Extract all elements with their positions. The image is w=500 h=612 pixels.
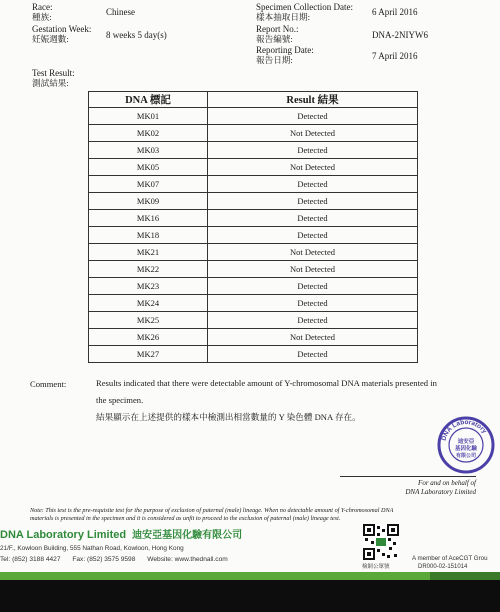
- result-cell: Detected: [208, 312, 418, 329]
- dna-marker-table: [88, 91, 418, 363]
- table-header-row: [89, 92, 418, 108]
- result-cell: Not Detected: [208, 159, 418, 176]
- disclaimer-note: Note: This test is the pre-requisite test for the purpose of exclusion of paternal (male) lineage. When no detectable amount of Y-chromosomal DNA materials is presented in the specimen and it is considered as unfit to proceed to the exclusion of paternal (male) lineage test.: [30, 507, 394, 522]
- member-text: A member of AceCGT Grou: [412, 555, 488, 562]
- marker-cell: MK25: [89, 312, 208, 329]
- company-stamp: [437, 416, 495, 474]
- result-cell: Detected: [208, 142, 418, 159]
- marker-cell: MK26: [89, 329, 208, 346]
- table-row: [89, 278, 418, 295]
- fax-text: Fax: (852) 3575 9598: [72, 556, 136, 563]
- table-row: [89, 210, 418, 227]
- company-name-zh: 迪安亞基因化驗有限公司: [132, 530, 243, 541]
- svg-text:迪安亞: 迪安亞: [457, 439, 475, 445]
- svg-text:DNA Laboratory: DNA Laboratory: [440, 418, 488, 442]
- comment-text: [96, 375, 481, 426]
- tel-text: Tel: (852) 3188 4427: [0, 556, 61, 563]
- test-result-label: Test Result: 測試結果:: [32, 68, 75, 88]
- result-cell: Detected: [208, 278, 418, 295]
- marker-cell: MK09: [89, 193, 208, 210]
- comment-zh: 結果顯示在上述提供的樣本中檢測出相當數量的 Y 染色體 DNA 存在。: [96, 412, 361, 422]
- table-row: [89, 142, 418, 159]
- table-row: [89, 159, 418, 176]
- result-cell: Not Detected: [208, 261, 418, 278]
- marker-cell: MK22: [89, 261, 208, 278]
- specimen-date-value: 6 April 2016: [372, 7, 418, 17]
- marker-cell: MK01: [89, 108, 208, 125]
- marker-cell: MK03: [89, 142, 208, 159]
- table-row: [89, 176, 418, 193]
- table-row: [89, 329, 418, 346]
- reporting-date-label: Reporting Date: 報告日期:: [256, 45, 314, 65]
- comment-en-line1: Results indicated that there were detectable amount of Y-chromosomal DNA materials presented in: [96, 378, 437, 388]
- report-no-label: Report No.: 報告編號:: [256, 24, 299, 44]
- result-cell: Detected: [208, 176, 418, 193]
- comment-label: Comment:: [30, 379, 67, 389]
- table-row: [89, 244, 418, 261]
- gestation-label: Gestation Week: 妊娠週數:: [32, 24, 92, 44]
- signature-block: For and on behalf of DNA Laboratory Limited: [405, 479, 476, 496]
- bottom-dark-area: [0, 580, 500, 612]
- result-cell: Detected: [208, 227, 418, 244]
- result-cell: Not Detected: [208, 125, 418, 142]
- company-name-en: DNA Laboratory Limited: [0, 529, 127, 541]
- svg-text:基因化驗: 基因化驗: [454, 446, 478, 452]
- doc-code: DR000-02-151014: [418, 564, 468, 570]
- company-address: 21/F., Kowloon Building, 555 Nathan Road, Kowloon, Hong Kong: [0, 545, 184, 552]
- report-no-value: DNA-2NIYW6: [372, 30, 428, 40]
- qr-label: 檢網公眾號: [362, 564, 390, 570]
- table-row: [89, 295, 418, 312]
- marker-cell: MK21: [89, 244, 208, 261]
- result-cell: Detected: [208, 210, 418, 227]
- marker-cell: MK27: [89, 346, 208, 363]
- dna-marker-header: DNA 標記: [89, 92, 208, 108]
- marker-cell: MK07: [89, 176, 208, 193]
- comment-en-line2: the specimen.: [96, 395, 144, 405]
- result-cell: Not Detected: [208, 329, 418, 346]
- marker-cell: MK23: [89, 278, 208, 295]
- race-value: Chinese: [106, 7, 135, 17]
- marker-cell: MK16: [89, 210, 208, 227]
- table-row: [89, 108, 418, 125]
- marker-cell: MK24: [89, 295, 208, 312]
- result-cell: Detected: [208, 108, 418, 125]
- table-row: [89, 261, 418, 278]
- website-text: Website: www.thednall.com: [147, 556, 228, 563]
- company-contact: [0, 556, 228, 563]
- company-name: [0, 526, 242, 541]
- marker-cell: MK18: [89, 227, 208, 244]
- result-cell: Detected: [208, 193, 418, 210]
- reporting-date-value: 7 April 2016: [372, 51, 418, 61]
- signature-line: [340, 476, 476, 477]
- table-row: [89, 227, 418, 244]
- table-row: [89, 346, 418, 363]
- gestation-value: 8 weeks 5 day(s): [106, 30, 167, 40]
- result-header: Result 結果: [208, 92, 418, 108]
- svg-text:有限公司: 有限公司: [455, 453, 477, 459]
- specimen-date-label: Specimen Collection Date: 樣本抽取日期:: [256, 2, 353, 22]
- table-row: [89, 125, 418, 142]
- marker-cell: MK02: [89, 125, 208, 142]
- table-row: [89, 312, 418, 329]
- qr-code-icon: [363, 524, 399, 560]
- footer-green-bar: [0, 572, 500, 580]
- result-cell: Detected: [208, 346, 418, 363]
- result-cell: Not Detected: [208, 244, 418, 261]
- race-label: Race: 種族:: [32, 2, 53, 22]
- result-cell: Detected: [208, 295, 418, 312]
- marker-cell: MK05: [89, 159, 208, 176]
- table-row: [89, 193, 418, 210]
